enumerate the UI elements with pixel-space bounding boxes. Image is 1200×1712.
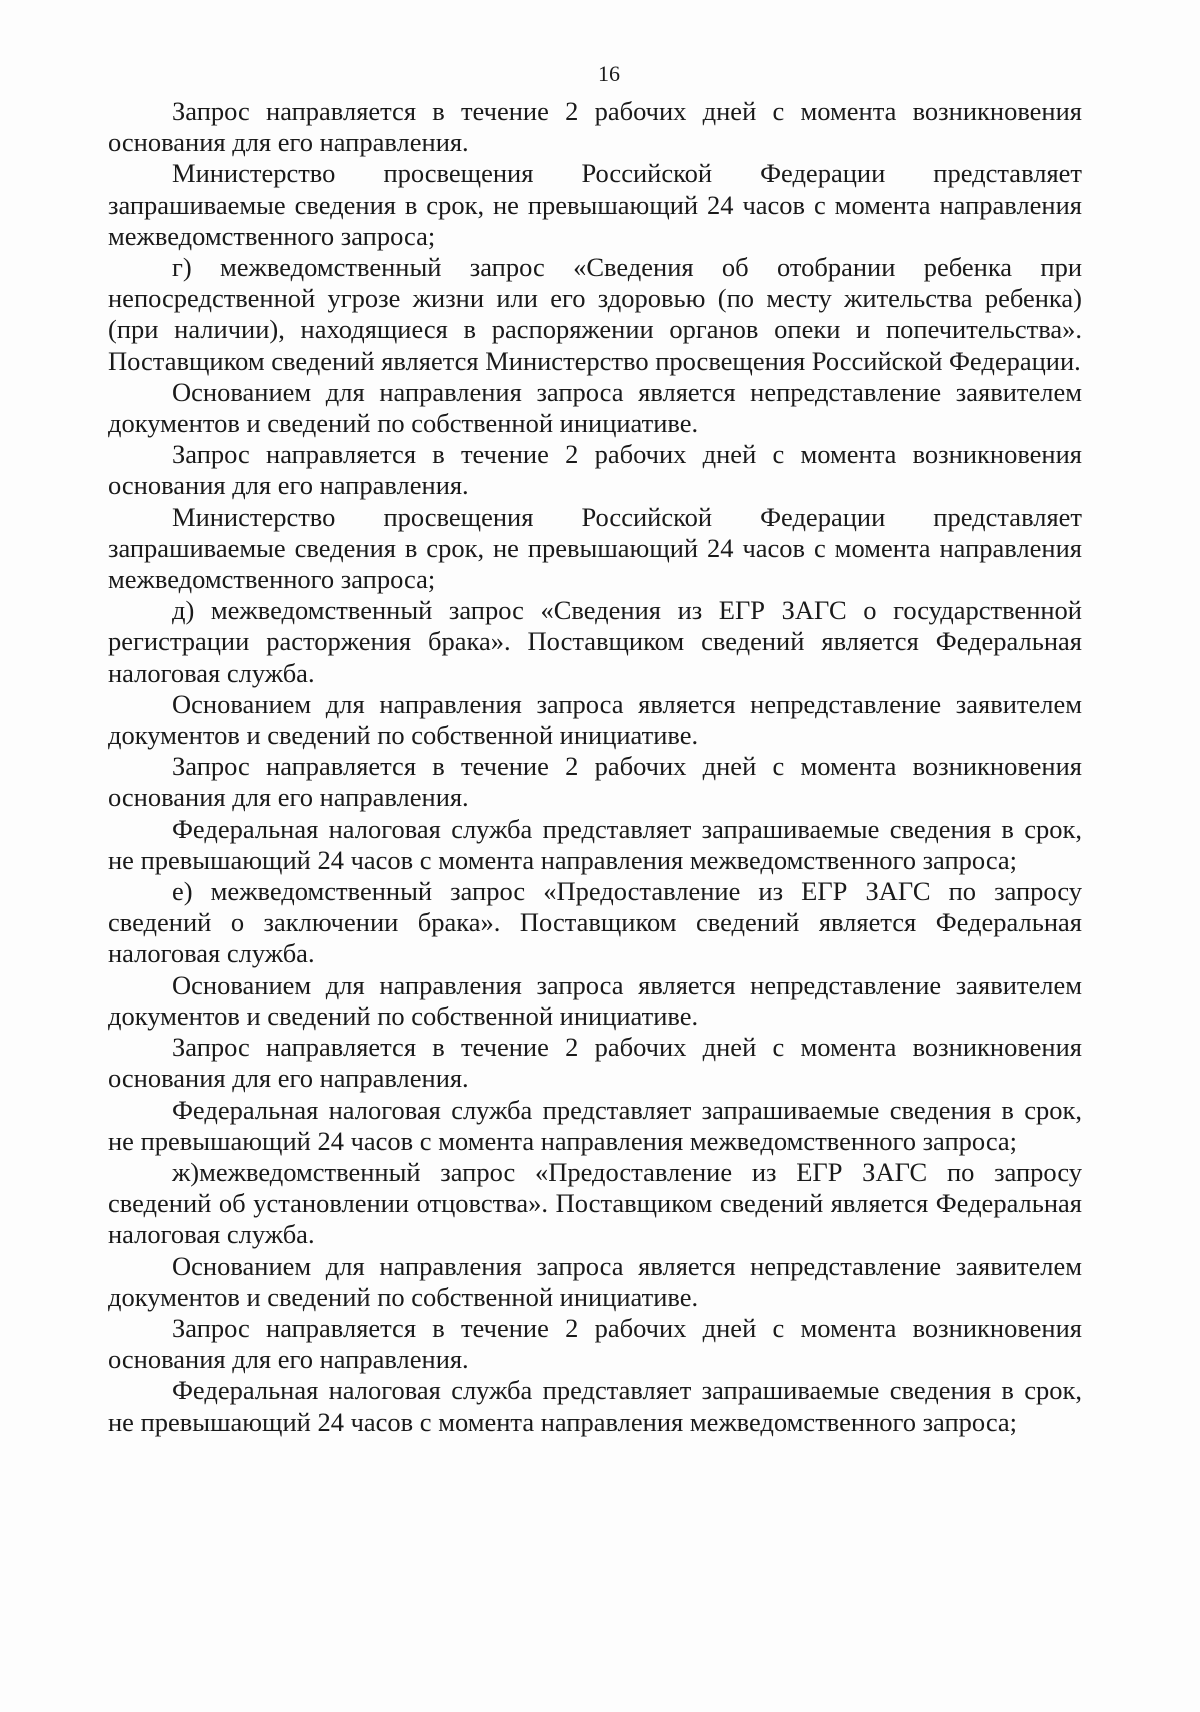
paragraph: Федеральная налоговая служба представляет запрашиваемые сведения в срок, не превышающий 24 часов с момента направления межведомственного запроса;: [108, 1094, 1082, 1156]
paragraph: Запрос направляется в течение 2 рабочих дней с момента возникновения основания для его направления.: [108, 439, 1082, 501]
paragraph: Основанием для направления запроса является непредставление заявителем документов и сведений по собственной инициативе.: [108, 376, 1082, 439]
paragraph: Запрос направляется в течение 2 рабочих дней с момента возникновения основания для его направления.: [108, 1032, 1082, 1094]
list-item-e: е) межведомственный запрос «Предоставление из ЕГР ЗАГС по запросу сведений о заключении брака». Поставщиком сведений является Федеральная налоговая служба.: [108, 876, 1082, 969]
paragraph: Министерство просвещения Российской Федерации представляет запрашиваемые сведения в срок, не превышающий 24 часов с момента направления межведомственного запроса;: [108, 158, 1082, 251]
list-item-d: д) межведомственный запрос «Сведения из ЕГР ЗАГС о государственной регистрации расторжения брака». Поставщиком сведений является Федеральная налоговая служба.: [108, 595, 1082, 688]
paragraph: Министерство просвещения Российской Федерации представляет запрашиваемые сведения в срок, не превышающий 24 часов с момента направления межведомственного запроса;: [108, 501, 1082, 595]
paragraph: Основанием для направления запроса является непредставление заявителем документов и сведений по собственной инициативе.: [108, 1250, 1082, 1312]
list-item-g: г) межведомственный запрос «Сведения об отобрании ребенка при непосредственной угрозе жизни или его здоровью (по месту жительства ребенка) (при наличии), находящиеся в распоряжении органов опеки и попечительства». Поставщиком сведений является Министерство просвещения Российской Федерации.: [108, 252, 1082, 376]
page-number: 16: [598, 61, 620, 86]
paragraph: Федеральная налоговая служба представляет запрашиваемые сведения в срок, не превышающий 24 часов с момента направления межведомственного запроса;: [108, 813, 1082, 875]
document-body: [108, 96, 1082, 1438]
paragraph: Запрос направляется в течение 2 рабочих дней с момента возникновения основания для его направления.: [108, 1312, 1082, 1375]
paragraph: Основанием для направления запроса является непредставление заявителем документов и сведений по собственной инициативе.: [108, 969, 1082, 1031]
paragraph: Основанием для направления запроса является непредставление заявителем документов и сведений по собственной инициативе.: [108, 688, 1082, 751]
paragraph: Запрос направляется в течение 2 рабочих дней с момента возникновения основания для его направления.: [108, 96, 1082, 158]
paragraph: Запрос направляется в течение 2 рабочих дней с момента возникновения основания для его направления.: [108, 751, 1082, 813]
list-item-zh: ж)межведомственный запрос «Предоставление из ЕГР ЗАГС по запросу сведений об установлении отцовства». Поставщиком сведений является Федеральная налоговая служба.: [108, 1156, 1082, 1250]
paragraph: Федеральная налоговая служба представляет запрашиваемые сведения в срок, не превышающий 24 часов с момента направления межведомственного запроса;: [108, 1375, 1082, 1437]
